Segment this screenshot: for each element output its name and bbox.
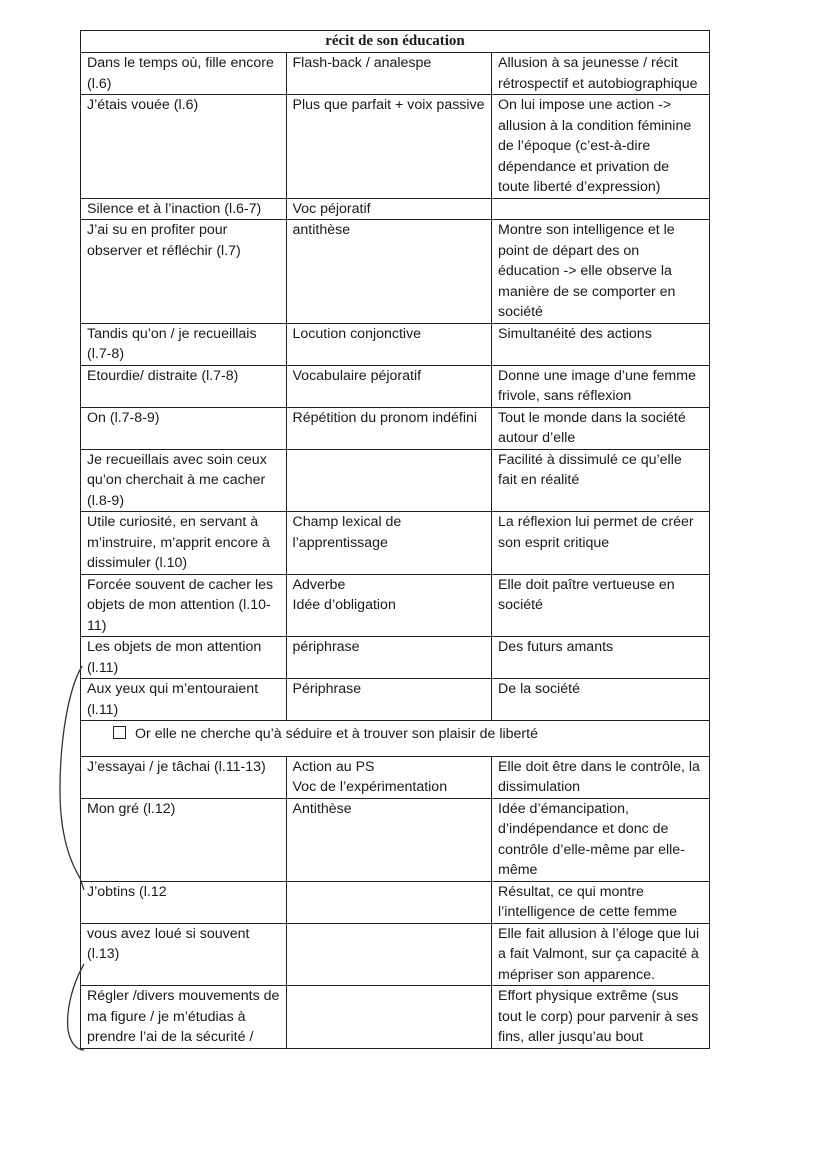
procede-cell: Antithèse bbox=[286, 798, 492, 881]
interpretation-cell: Donne une image d’une femme frivole, sans réflexion bbox=[492, 365, 710, 407]
table-header-row bbox=[81, 31, 710, 53]
interpretation-cell: La réflexion lui permet de créer son esprit critique bbox=[492, 512, 710, 575]
note-row bbox=[81, 721, 710, 757]
citation-cell: Je recueillais avec soin ceux qu’on cherchait à me cacher (l.8-9) bbox=[81, 449, 287, 512]
citation-cell: Forcée souvent de cacher les objets de mon attention (l.10-11) bbox=[81, 574, 287, 637]
table-row bbox=[81, 637, 710, 679]
interpretation-cell: Elle doit être dans le contrôle, la dissimulation bbox=[492, 756, 710, 798]
interpretation-cell: Simultanéité des actions bbox=[492, 323, 710, 365]
table-row bbox=[81, 323, 710, 365]
procede-cell: Plus que parfait + voix passive bbox=[286, 95, 492, 199]
interpretation-cell: Des futurs amants bbox=[492, 637, 710, 679]
interpretation-cell: Facilité à dissimulé ce qu’elle fait en réalité bbox=[492, 449, 710, 512]
procede-cell: Champ lexical de l’apprentissage bbox=[286, 512, 492, 575]
interpretation-cell: Elle doit paître vertueuse en société bbox=[492, 574, 710, 637]
table-row bbox=[81, 679, 710, 721]
interpretation-cell: Effort physique extrême (sus tout le corp) pour parvenir à ses fins, aller jusqu’au bout bbox=[492, 986, 710, 1049]
interpretation-cell: De la société bbox=[492, 679, 710, 721]
procede-cell bbox=[286, 986, 492, 1049]
citation-cell: J’essayai / je tâchai (l.11-13) bbox=[81, 756, 287, 798]
interpretation-cell bbox=[492, 198, 710, 220]
citation-cell: Tandis qu’on / je recueillais (l.7-8) bbox=[81, 323, 287, 365]
procede-cell bbox=[286, 449, 492, 512]
interpretation-cell: Montre son intelligence et le point de départ des on éducation -> elle observe la manière de se comporter en société bbox=[492, 220, 710, 324]
table-row bbox=[81, 449, 710, 512]
citation-cell: Silence et à l’inaction (l.6-7) bbox=[81, 198, 287, 220]
procede-cell: Vocabulaire péjoratif bbox=[286, 365, 492, 407]
citation-cell: Utile curiosité, en servant à m’instruire, m’apprit encore à dissimuler (l.10) bbox=[81, 512, 287, 575]
procede-cell: Répétition du pronom indéfini bbox=[286, 407, 492, 449]
table-row bbox=[81, 53, 710, 95]
table-row bbox=[81, 512, 710, 575]
interpretation-cell: Elle fait allusion à l’éloge que lui a fait Valmont, sur ça capacité à mépriser son apparence. bbox=[492, 923, 710, 986]
interpretation-cell: On lui impose une action -> allusion à la condition féminine de l’époque (c’est-à-dire dépendance et privation de toute liberté d’expression) bbox=[492, 95, 710, 199]
table-row bbox=[81, 407, 710, 449]
procede-cell: Locution conjonctive bbox=[286, 323, 492, 365]
citation-cell: vous avez loué si souvent (l.13) bbox=[81, 923, 287, 986]
table-row bbox=[81, 198, 710, 220]
procede-cell bbox=[286, 881, 492, 923]
interpretation-cell: Allusion à sa jeunesse / récit rétrospectif et autobiographique bbox=[492, 53, 710, 95]
procede-cell: Adverbe Idée d’obligation bbox=[286, 574, 492, 637]
table-row bbox=[81, 220, 710, 324]
checkbox-icon bbox=[113, 726, 126, 739]
citation-cell: Régler /divers mouvements de ma figure / je m’étudias à prendre l’ai de la sécurité / bbox=[81, 986, 287, 1049]
note-cell bbox=[81, 721, 710, 757]
table-row bbox=[81, 923, 710, 986]
procede-cell bbox=[286, 923, 492, 986]
note-text: Or elle ne cherche qu’à séduire et à trouver son plaisir de liberté bbox=[135, 726, 538, 742]
table-row bbox=[81, 881, 710, 923]
procede-cell: Action au PS Voc de l’expérimentation bbox=[286, 756, 492, 798]
interpretation-cell: Idée d’émancipation, d’indépendance et donc de contrôle d’elle-même par elle-même bbox=[492, 798, 710, 881]
analysis-table bbox=[80, 30, 710, 1049]
citation-cell: J’obtins (l.12 bbox=[81, 881, 287, 923]
table-row bbox=[81, 95, 710, 199]
citation-cell: Dans le temps où, fille encore (l.6) bbox=[81, 53, 287, 95]
table-row bbox=[81, 798, 710, 881]
table-row bbox=[81, 986, 710, 1049]
citation-cell: Mon gré (l.12) bbox=[81, 798, 287, 881]
table-row bbox=[81, 756, 710, 798]
interpretation-cell: Tout le monde dans la société autour d’elle bbox=[492, 407, 710, 449]
citation-cell: Aux yeux qui m’entouraient (l.11) bbox=[81, 679, 287, 721]
procede-cell: Flash-back / analespe bbox=[286, 53, 492, 95]
citation-cell: On (l.7-8-9) bbox=[81, 407, 287, 449]
citation-cell: Etourdie/ distraite (l.7-8) bbox=[81, 365, 287, 407]
table-row bbox=[81, 365, 710, 407]
procede-cell: périphrase bbox=[286, 637, 492, 679]
citation-cell: J’ai su en profiter pour observer et réfléchir (l.7) bbox=[81, 220, 287, 324]
table-title: récit de son éducation bbox=[81, 31, 710, 53]
procede-cell: Périphrase bbox=[286, 679, 492, 721]
procede-cell: antithèse bbox=[286, 220, 492, 324]
table-row bbox=[81, 574, 710, 637]
citation-cell: Les objets de mon attention (l.11) bbox=[81, 637, 287, 679]
procede-cell: Voc péjoratif bbox=[286, 198, 492, 220]
citation-cell: J’étais vouée (l.6) bbox=[81, 95, 287, 199]
interpretation-cell: Résultat, ce qui montre l’intelligence de cette femme bbox=[492, 881, 710, 923]
